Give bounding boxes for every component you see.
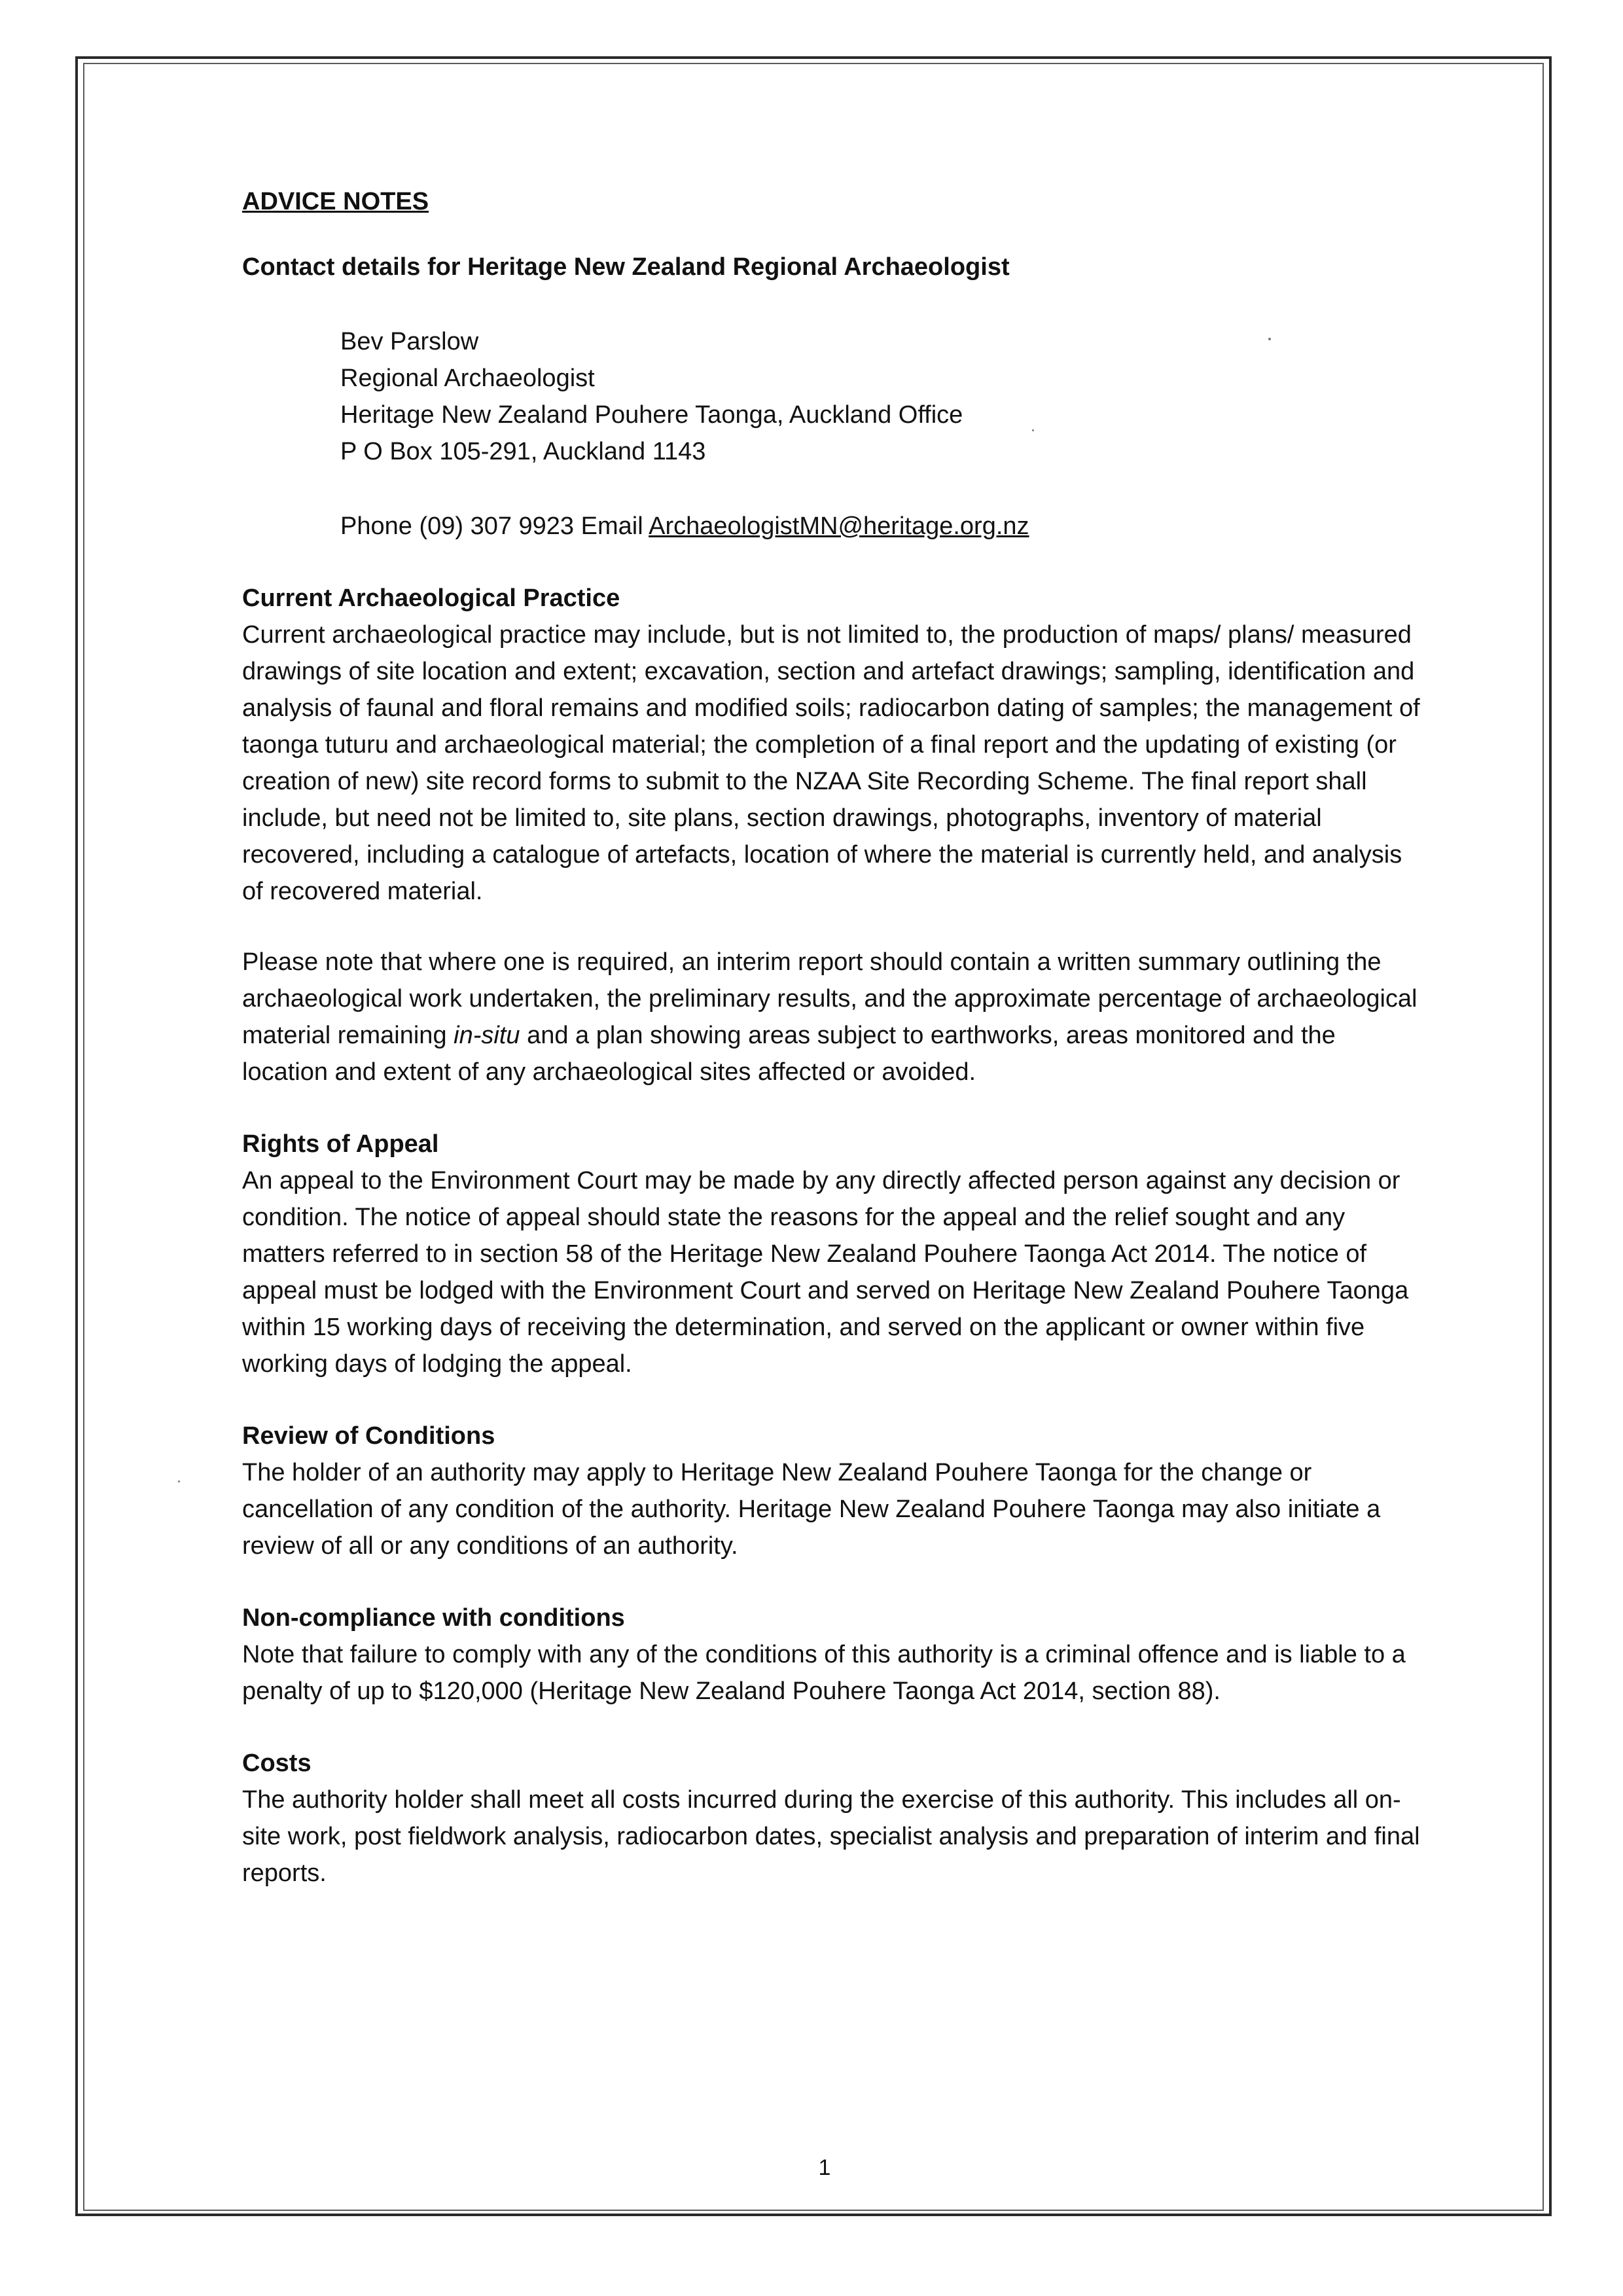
contact-address: P O Box 105-291, Auckland 1143	[340, 438, 706, 465]
contact-office: Heritage New Zealand Pouhere Taonga, Auckland Office	[340, 401, 963, 429]
section-heading: Non-compliance with conditions	[242, 1604, 625, 1632]
contact-block	[340, 323, 1427, 545]
section-paragraph: Current archaeological practice may include, but is not limited to, the production of maps/ plans/ measured drawings of site location and extent; excavation, section and artefact drawings; sampling, identification and analysis of faunal and floral remains and modified soils; radiocarbon dating of samples; the management of taonga tuturu and archaeological material; the completion of a final report and the updating of existing (or creation of new) site record forms to submit to the NZAA Site Recording Scheme. The final report shall include, but need not be limited to, site plans, section drawings, photographs, inventory of material recovered, including a catalogue of artefacts, location of where the material is currently held, and analysis of recovered material.	[242, 621, 1420, 905]
section-appeal	[242, 1126, 1427, 1382]
section-noncompliance	[242, 1600, 1427, 1710]
contact-role: Regional Archaeologist	[340, 365, 595, 392]
section-heading: Current Archaeological Practice	[242, 584, 620, 612]
contact-phone: Phone (09) 307 9923 Email	[340, 512, 649, 540]
paragraph-italic: in-situ	[454, 1022, 520, 1049]
section-heading: Rights of Appeal	[242, 1130, 439, 1158]
contact-email-link[interactable]: ArchaeologistMN@heritage.org.nz	[649, 512, 1029, 540]
paragraph-text: Please note that where one is required, an interim report should contain a written summary outlining the archaeological work undertaken, the preliminary results, and the approximate percentage of archaeological material remaining	[242, 948, 1418, 1049]
section-costs	[242, 1745, 1427, 1892]
page-title: ADVICE NOTES	[242, 188, 429, 215]
section-heading: Review of Conditions	[242, 1422, 495, 1450]
contact-heading: Contact details for Heritage New Zealand Regional Archaeologist	[242, 253, 1010, 281]
section-practice	[242, 580, 1427, 1090]
section-paragraph	[242, 944, 1427, 1090]
section-paragraph: Note that failure to comply with any of the conditions of this authority is a criminal offence and is liable to a penalty of up to $120,000 (Heritage New Zealand Pouhere Taonga Act 2014, section 88).	[242, 1641, 1406, 1705]
paragraph-text: and a plan showing areas subject to earthworks, areas monitored and the location and extent of any archaeological sites affected or avoided.	[242, 1022, 1336, 1086]
contact-name: Bev Parslow	[340, 328, 479, 355]
section-paragraph: The holder of an authority may apply to Heritage New Zealand Pouhere Taonga for the change or cancellation of any condition of the authority. Heritage New Zealand Pouhere Taonga may also initiate a review of all or any conditions of an authority.	[242, 1459, 1381, 1560]
document-body	[242, 183, 1427, 1892]
scan-speck	[178, 1480, 180, 1482]
section-heading: Costs	[242, 1749, 312, 1777]
section-paragraph: An appeal to the Environment Court may be made by any directly affected person against any decision or condition. The notice of appeal should state the reasons for the appeal and the relief sought and any matters referred to in section 58 of the Heritage New Zealand Pouhere Taonga Act 2014. The notice of appeal must be lodged with the Environment Court and served on Heritage New Zealand Pouhere Taonga within 15 working days of receiving the determination, and served on the applicant or owner within five working days of lodging the appeal.	[242, 1167, 1409, 1378]
contact-phone-line	[340, 508, 1427, 545]
section-review	[242, 1418, 1427, 1564]
section-paragraph: The authority holder shall meet all costs incurred during the exercise of this authority. This includes all on-site work, post fieldwork analysis, radiocarbon dates, specialist analysis and preparation of interim and final reports.	[242, 1786, 1420, 1887]
page-number: 1	[818, 2155, 831, 2180]
